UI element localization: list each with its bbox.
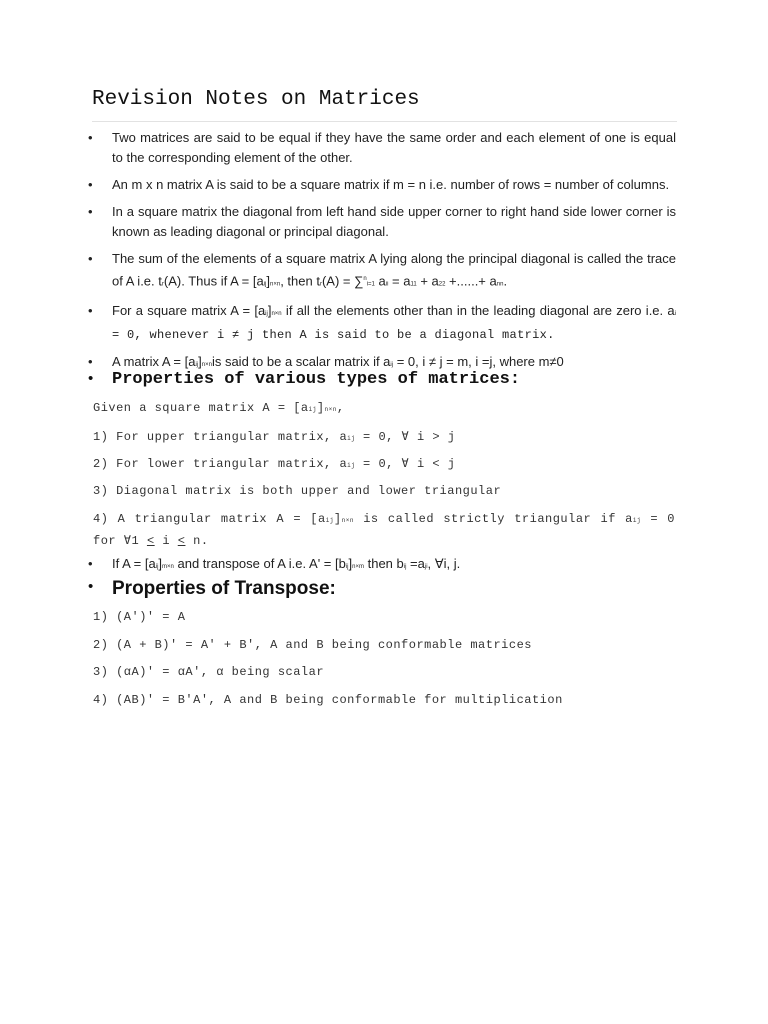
diagonal-both-rule: 3) Diagonal matrix is both upper and lower triangular <box>93 484 502 498</box>
section-heading-transpose: • Properties of Transpose: <box>112 578 336 600</box>
transpose-property-3: 3) (αA)' = αA', α being scalar <box>93 665 325 679</box>
note-transpose-definition: • If A = [aij]m×n and transpose of A i.e. A' = [bij]n×m then bij =aji, ∀i, j. <box>112 554 676 577</box>
note-leading-diagonal: • In a square matrix the diagonal from left hand side upper corner to right hand side lower corner is known as leading diagonal or principal diagonal. <box>112 202 676 242</box>
transpose-property-1: 1) (A')' = A <box>93 610 186 624</box>
note-diagonal-matrix: • For a square matrix A = [aij]n×n if all the elements other than in the leading diagonal are zero i.e. ai = 0, whenever i ≠ j then A is said to be a diagonal matrix. <box>112 301 676 345</box>
given-square-matrix: Given a square matrix A = [aij]n×n, <box>93 401 345 415</box>
notes-list <box>0 128 768 382</box>
note-trace: • The sum of the elements of a square matrix A lying along the principal diagonal is called the trace of A i.e. tr(A). Thus if A = [aij]n×n, then tr(A) = ∑$^n$i=1 aii = a11 + a22 +......+ ann. <box>112 249 676 294</box>
transpose-property-2: 2) (A + B)' = A' + B', A and B being conformable matrices <box>93 638 532 652</box>
title-divider <box>92 121 677 122</box>
note-equal-matrices: • Two matrices are said to be equal if they have the same order and each element of one is equal to the corresponding element of the other. <box>112 128 676 168</box>
transpose-property-4: 4) (AB)' = B'A', A and B being conformable for multiplication <box>93 693 563 707</box>
note-scalar-matrix: • A matrix A = [aij]n×nis said to be a scalar matrix if aij = 0, i ≠ j = m, i =j, where m≠0 <box>112 352 676 375</box>
note-square-matrix: • An m x n matrix A is said to be a square matrix if m = n i.e. number of rows = number of columns. <box>112 175 676 195</box>
upper-triangular-rule: 1) For upper triangular matrix, aij = 0, ∀ i > j <box>93 430 456 444</box>
page-title: Revision Notes on Matrices <box>92 88 420 111</box>
lower-triangular-rule: 2) For lower triangular matrix, aij = 0, ∀ i < j <box>93 457 456 471</box>
strictly-triangular-rule: 4) A triangular matrix A = [aij]n×n is called strictly triangular if aij = 0 for ∀1 < i < n. <box>93 512 675 548</box>
section-heading-matrix-types: • Properties of various types of matrices: <box>112 370 520 389</box>
